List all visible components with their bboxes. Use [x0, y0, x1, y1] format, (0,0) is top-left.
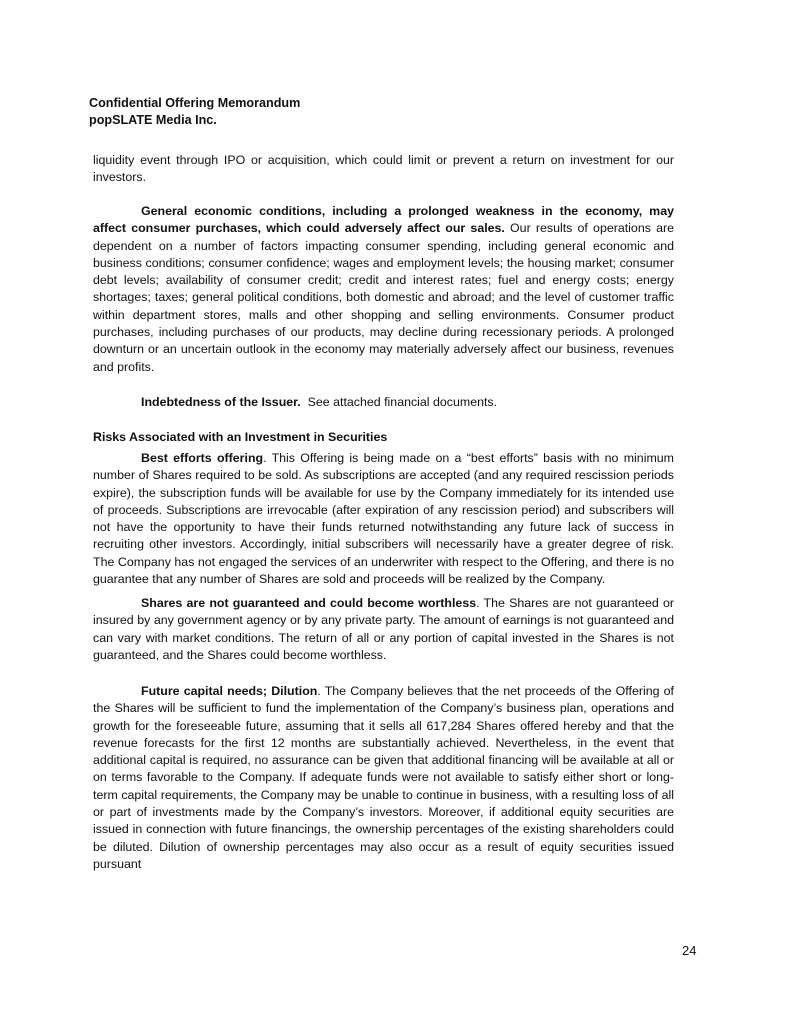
paragraph-lead: Shares are not guaranteed and could become worthless: [141, 596, 477, 610]
section-heading: Risks Associated with an Investment in Securities: [93, 430, 388, 444]
document-header-title: Confidential Offering Memorandum: [89, 96, 301, 110]
paragraph-best-efforts: [93, 450, 674, 588]
paragraph-shares-not-guaranteed: [93, 595, 674, 664]
paragraph-body: See attached financial documents.: [300, 395, 498, 409]
paragraph-body: Our results of operations are dependent on a number of factors impacting consumer spending, including general economic and business conditions; consumer confidence; wages and employment levels; the housing market; consumer debt levels; availability of consumer credit; credit and interest rates; fuel and energy costs; energy shortages; taxes; general political conditions, both domestic and abroad; and the level of customer traffic within department stores, malls and other shopping and selling environments. Consumer product purchases, including purchases of our products, may decline during recessionary periods. A prolonged downturn or an uncertain outlook in the economy may materially adversely affect our business, revenues and profits.: [93, 221, 674, 374]
paragraph-future-capital: [93, 683, 674, 873]
paragraph-economic-conditions: [93, 203, 674, 376]
paragraph-indebtedness: [93, 394, 674, 411]
document-header-company: popSLATE Media Inc.: [89, 113, 217, 127]
paragraph-lead: General economic conditions, including a prolonged weakness in the economy, may affect consumer purchases, which could adversely affect our sales.: [93, 204, 674, 236]
paragraph-body: . The Company believes that the net proceeds of the Offering of the Shares will be sufficient to fund the implementation of the Company’s business plan, operations and growth for the foreseeable future, assuming that it sells all 617,284 Shares offered hereby and that the revenue forecasts for the first 12 months are substantially achieved. Nevertheless, in the event that additional capital is required, no assurance can be given that additional financing will be available at all or on terms favorable to the Company. If adequate funds were not available to satisfy either short or long-term capital requirements, the Company may be unable to continue in business, with a resulting loss of all or part of investments made by the Company’s investors. Moreover, if additional equity securities are issued in connection with future financings, the ownership percentages of the existing shareholders could be diluted. Dilution of ownership percentages may also occur as a result of equity securities issued pursuant: [93, 684, 674, 871]
page-number: 24: [682, 943, 697, 958]
paragraph-body: liquidity event through IPO or acquisition, which could limit or prevent a return on investment for our investors.: [93, 153, 674, 185]
paragraph-lead: Best efforts offering: [141, 451, 264, 465]
paragraph-body: . The Shares are not guaranteed or insured by any government agency or by any private party. The amount of earnings is not guaranteed and can vary with market conditions. The return of all or any portion of capital invested in the Shares is not guaranteed, and the Shares could become worthless.: [93, 596, 674, 662]
paragraph-continuation: [93, 152, 674, 187]
paragraph-lead: Indebtedness of the Issuer.: [141, 395, 301, 409]
paragraph-body: . This Offering is being made on a “best efforts” basis with no minimum number of Shares required to be sold. As subscriptions are accepted (and any required rescission periods expire), the subscription funds will be available for use by the Company immediately for its intended use of proceeds. Subscriptions are irrevocable (after expiration of any rescission period) and subscribers will not have the opportunity to have their funds returned notwithstanding any future lack of success in recruiting other investors. Accordingly, initial subscribers will necessarily have a greater degree of risk. The Company has not engaged the services of an underwriter with respect to the Offering, and there is no guarantee that any number of Shares are sold and proceeds will be realized by the Company.: [93, 451, 674, 587]
paragraph-lead: Future capital needs; Dilution: [141, 684, 318, 698]
